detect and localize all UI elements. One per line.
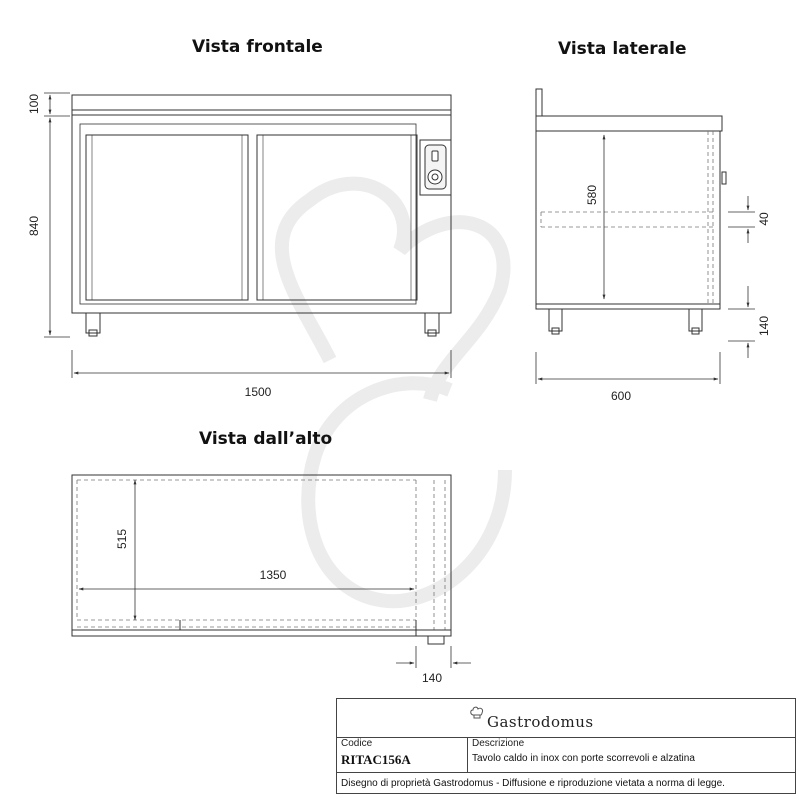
description-cell [468,737,795,772]
top-dim-1350: 1350 [259,568,287,582]
description-label: Descrizione [472,738,525,749]
top-dim-140: 140 [421,671,443,685]
side-dim-40: 40 [757,212,771,226]
side-backsplash [536,89,542,116]
side-view-title: Vista laterale [558,39,687,59]
front-right-door [257,135,417,300]
front-view-title: Vista frontale [192,37,323,57]
front-body [72,115,451,313]
front-view [72,95,451,336]
front-left-door [86,135,248,300]
side-top [536,116,722,131]
code-value: RITAC156A [341,752,411,767]
chef-hat-icon [469,705,485,721]
copyright-notice: Disegno di proprietà Gastrodomus - Diffusione e riproduzione vietata a norma di legge. [341,778,725,789]
top-outline [72,475,451,636]
power-switch-icon [432,151,438,161]
side-view [536,89,726,334]
top-hidden-lines [77,480,445,630]
title-block-logo-row [337,699,795,738]
side-dim-140: 140 [757,315,771,337]
side-dim-600: 600 [610,389,632,403]
side-hidden-lines [541,131,713,304]
code-label: Codice [341,738,373,749]
title-block [336,698,796,794]
thermostat-knob-icon [428,170,442,184]
front-backsplash [72,95,451,115]
side-body [536,131,720,309]
description-value: Tavolo caldo in inox con porte scorrevoli e alzatina [472,753,695,764]
top-view [72,475,451,644]
top-view-title: Vista dall’alto [199,429,333,449]
title-block-info-row [337,737,795,773]
front-dim-100: 100 [27,93,41,115]
front-dim-840: 840 [27,215,41,237]
top-dim-515: 515 [115,528,129,550]
brand-name: Gastrodomus [487,713,594,731]
code-cell [337,737,468,772]
side-dim-580: 580 [585,184,599,206]
top-control-knob [428,636,444,644]
front-dim-1500: 1500 [244,385,272,399]
